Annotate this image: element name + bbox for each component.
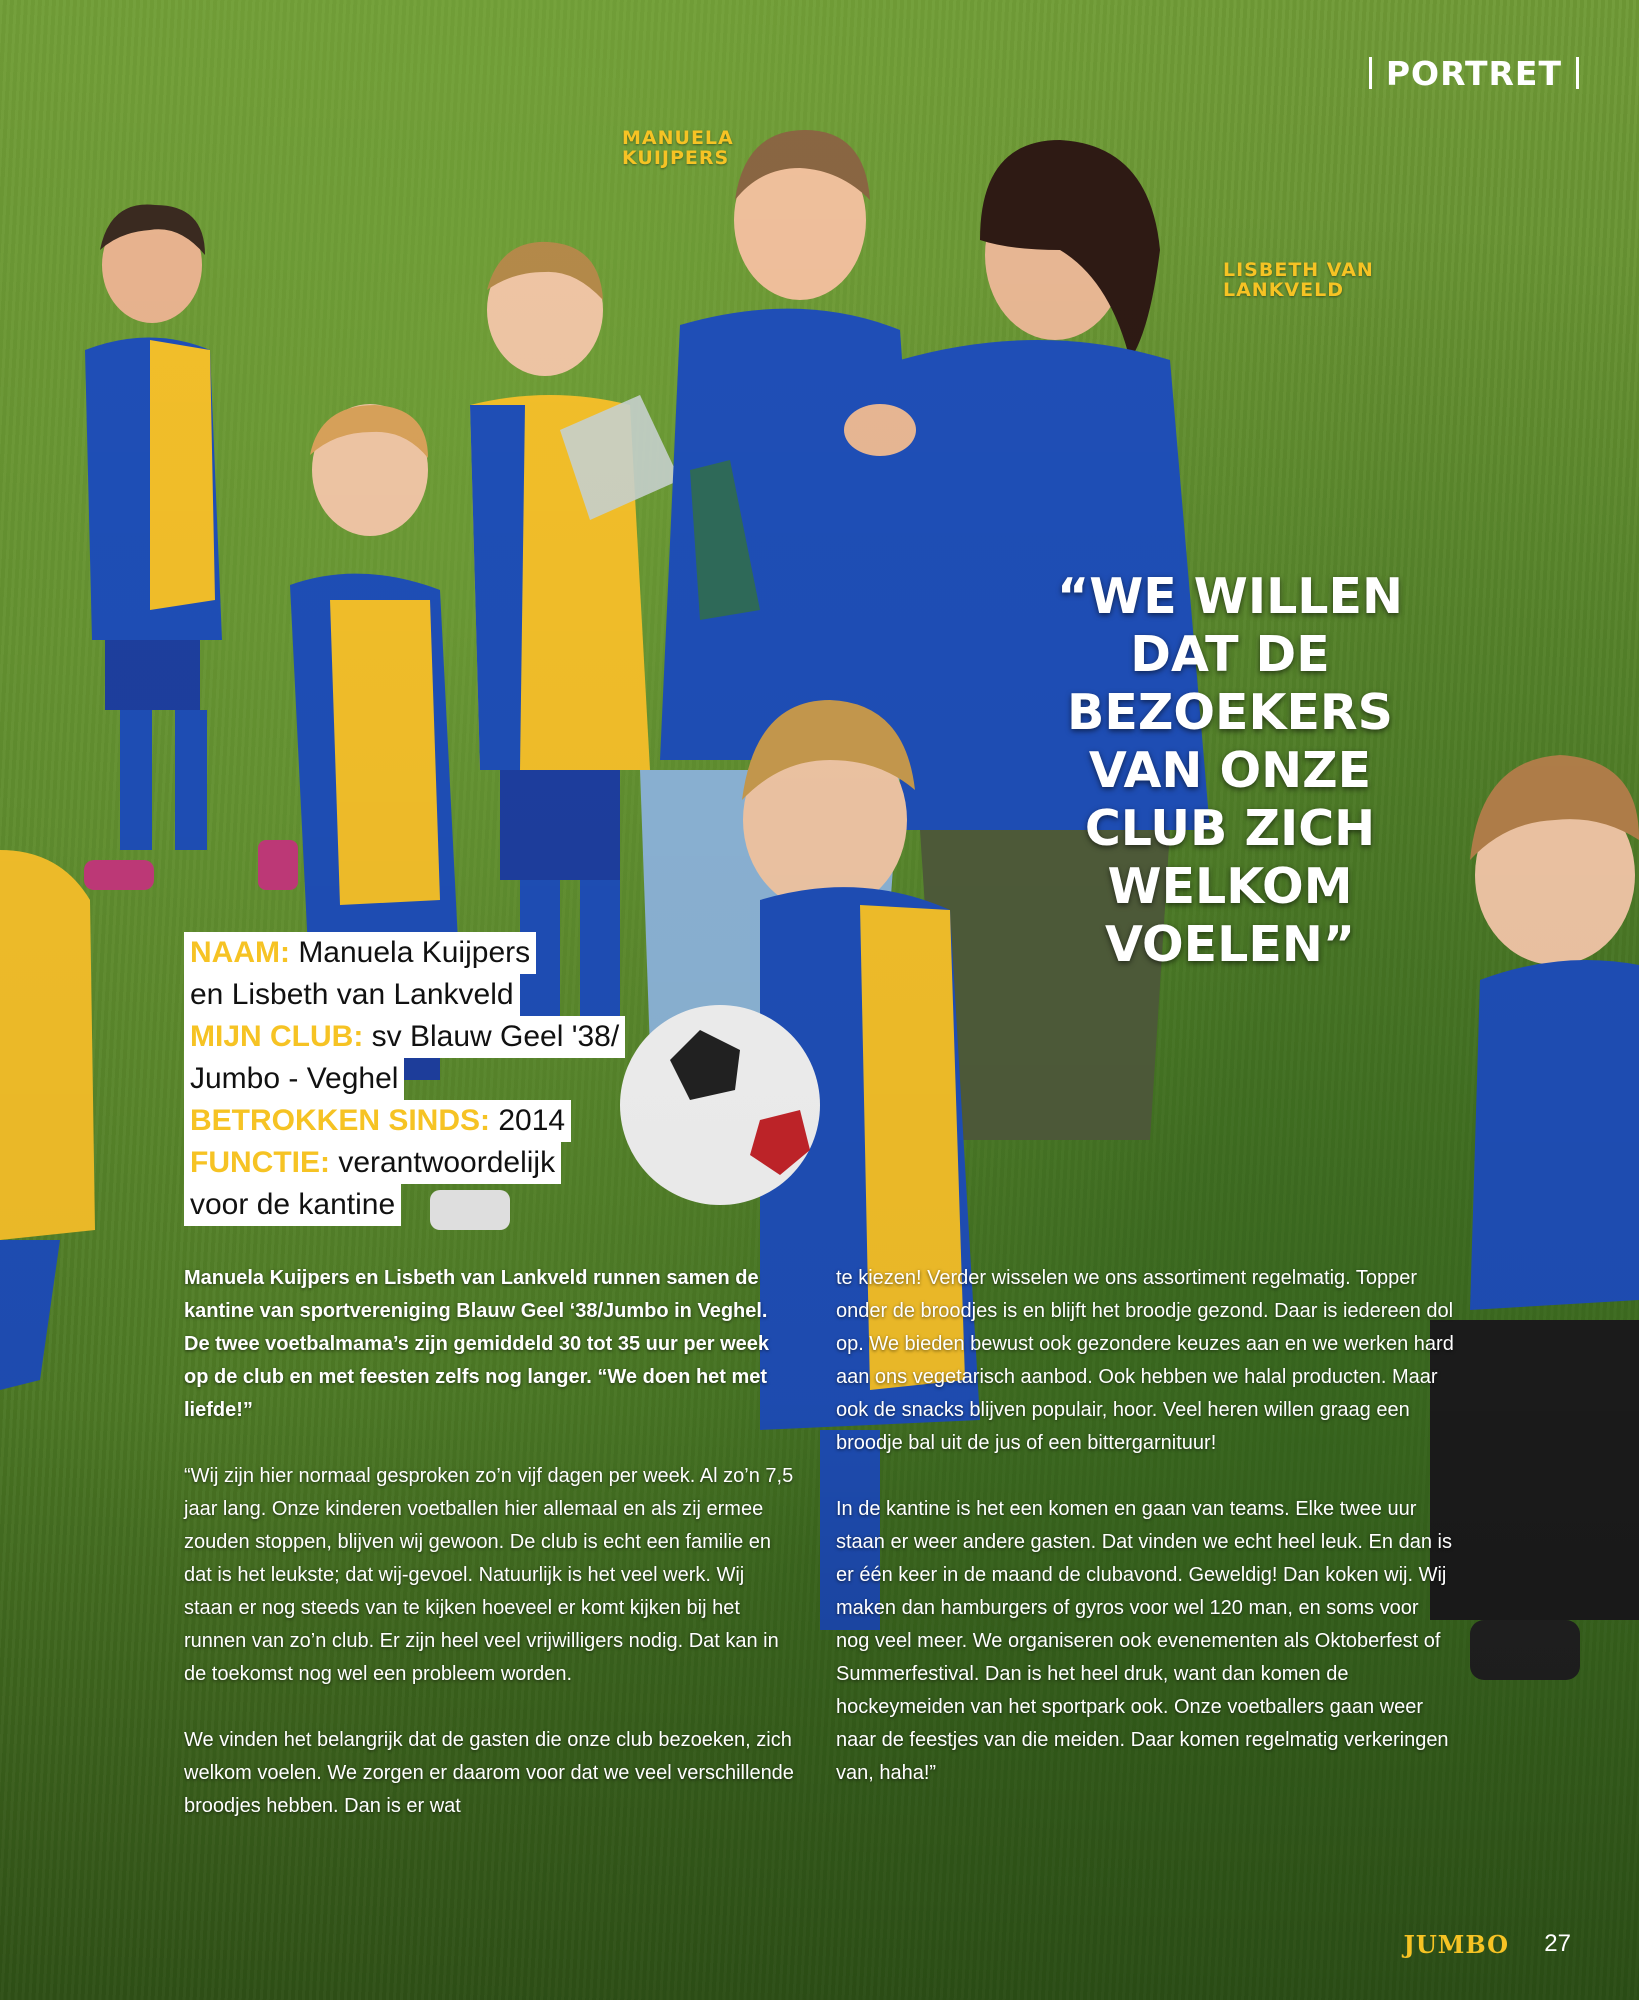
facts-value-role-1: verantwoordelijk <box>329 1146 556 1179</box>
facts-key-club: MIJN CLUB: <box>190 1020 364 1053</box>
facts-value-club-1: sv Blauw Geel '38/ <box>363 1020 620 1053</box>
article-column-left <box>184 1262 796 1856</box>
facts-line-since <box>184 1100 571 1142</box>
article-paragraph-1: “Wij zijn hier normaal gesproken zo’n vijf dagen per week. Al zo’n 7,5 jaar lang. Onze kinderen voetballen hier allemaal en als zij ermee zouden stoppen, blijven wij gewoon. De club is echt een familie en dat is het leukste; dat wij-gevoel. Natuurlijk is het veel werk. Wij staan er nog steeds van te kijken hoeveel er komt kijken bij het runnen van zo’n club. Er zijn heel veel vrijwilligers nodig. Dat kan in de toekomst nog wel een probleem worden. <box>184 1465 794 1685</box>
facts-line-name-2 <box>184 974 520 1016</box>
facts-key-name: NAAM: <box>190 936 290 969</box>
divider-left <box>1369 57 1372 89</box>
facts-key-role: FUNCTIE: <box>190 1146 330 1179</box>
article-paragraph-3: te kiezen! Verder wisselen we ons assortiment regelmatig. Topper onder de broodjes is en blijft het broodje gezond. Daar is iedereen dol op. We bieden bewust ook gezondere keuzes aan en we werken hard aan ons vegetarisch aanbod. Ook hebben we halal producten. Maar ook de snacks blijven populair, hoor. Veel heren willen graag een broodje bal uit de jus of een bittergarnituur! <box>836 1267 1454 1454</box>
article-lead: Manuela Kuijpers en Lisbeth van Lankveld runnen samen de kantine van sportvereniging Blauw Geel ‘38/Jumbo in Veghel. De twee voetbalmama’s zijn gemiddeld 30 tot 35 uur per week op de club en met feesten zelfs nog langer. “We doen het met liefde!” <box>184 1267 769 1421</box>
facts-value-name-1: Manuela Kuijpers <box>289 936 531 969</box>
facts-line-role <box>184 1142 561 1184</box>
section-label <box>1355 54 1593 93</box>
facts-box <box>184 932 625 1226</box>
facts-value-role-2: voor de kantine <box>190 1188 396 1221</box>
article-paragraph-4: In de kantine is het een komen en gaan van teams. Elke twee uur staan er weer andere gasten. Dat vinden we echt heel leuk. En dan is er één keer in de maand de clubavond. Geweldig! Dan koken wij. Wij maken dan hamburgers of gyros voor wel 120 man, en soms voor nog veel meer. We organiseren ook evenementen als Oktoberfest of Summerfestival. Dan is het heel druk, want dan komen de hockeymeiden van het sportpark ook. Onze voetballers gaan weer naar de feestjes van die meiden. Daar komen regelmatig verkeringen van, haha!” <box>836 1498 1452 1784</box>
pull-quote: “WE WILLEN DAT DE BEZOEKERS VAN ONZE CLUB ZICH WELKOM VOELEN” <box>1057 568 1403 973</box>
facts-line-name <box>184 932 536 974</box>
section-title: PORTRET <box>1385 54 1562 93</box>
facts-key-since: BETROKKEN SINDS: <box>190 1104 491 1137</box>
facts-value-club-2: Jumbo - Veghel <box>190 1062 399 1095</box>
jumbo-logo: JUMBO <box>1403 1930 1509 1959</box>
facts-value-since: 2014 <box>490 1104 566 1137</box>
facts-line-club-2 <box>184 1058 404 1100</box>
name-tag-lisbeth: LISBETH VAN LANKVELD <box>1223 259 1374 301</box>
name-tag-manuela: MANUELA KUIJPERS <box>622 127 734 169</box>
facts-line-role-2 <box>184 1184 401 1226</box>
facts-value-name-2: en Lisbeth van Lankveld <box>190 978 514 1011</box>
article-column-right <box>836 1262 1456 1823</box>
divider-right <box>1576 57 1579 89</box>
article-paragraph-2: We vinden het belangrijk dat de gasten die onze club bezoeken, zich welkom voelen. We zorgen er daarom voor dat we veel verschillende broodjes hebben. Dan is er wat <box>184 1729 794 1817</box>
facts-line-club <box>184 1016 625 1058</box>
page-number: 27 <box>1544 1930 1571 1957</box>
